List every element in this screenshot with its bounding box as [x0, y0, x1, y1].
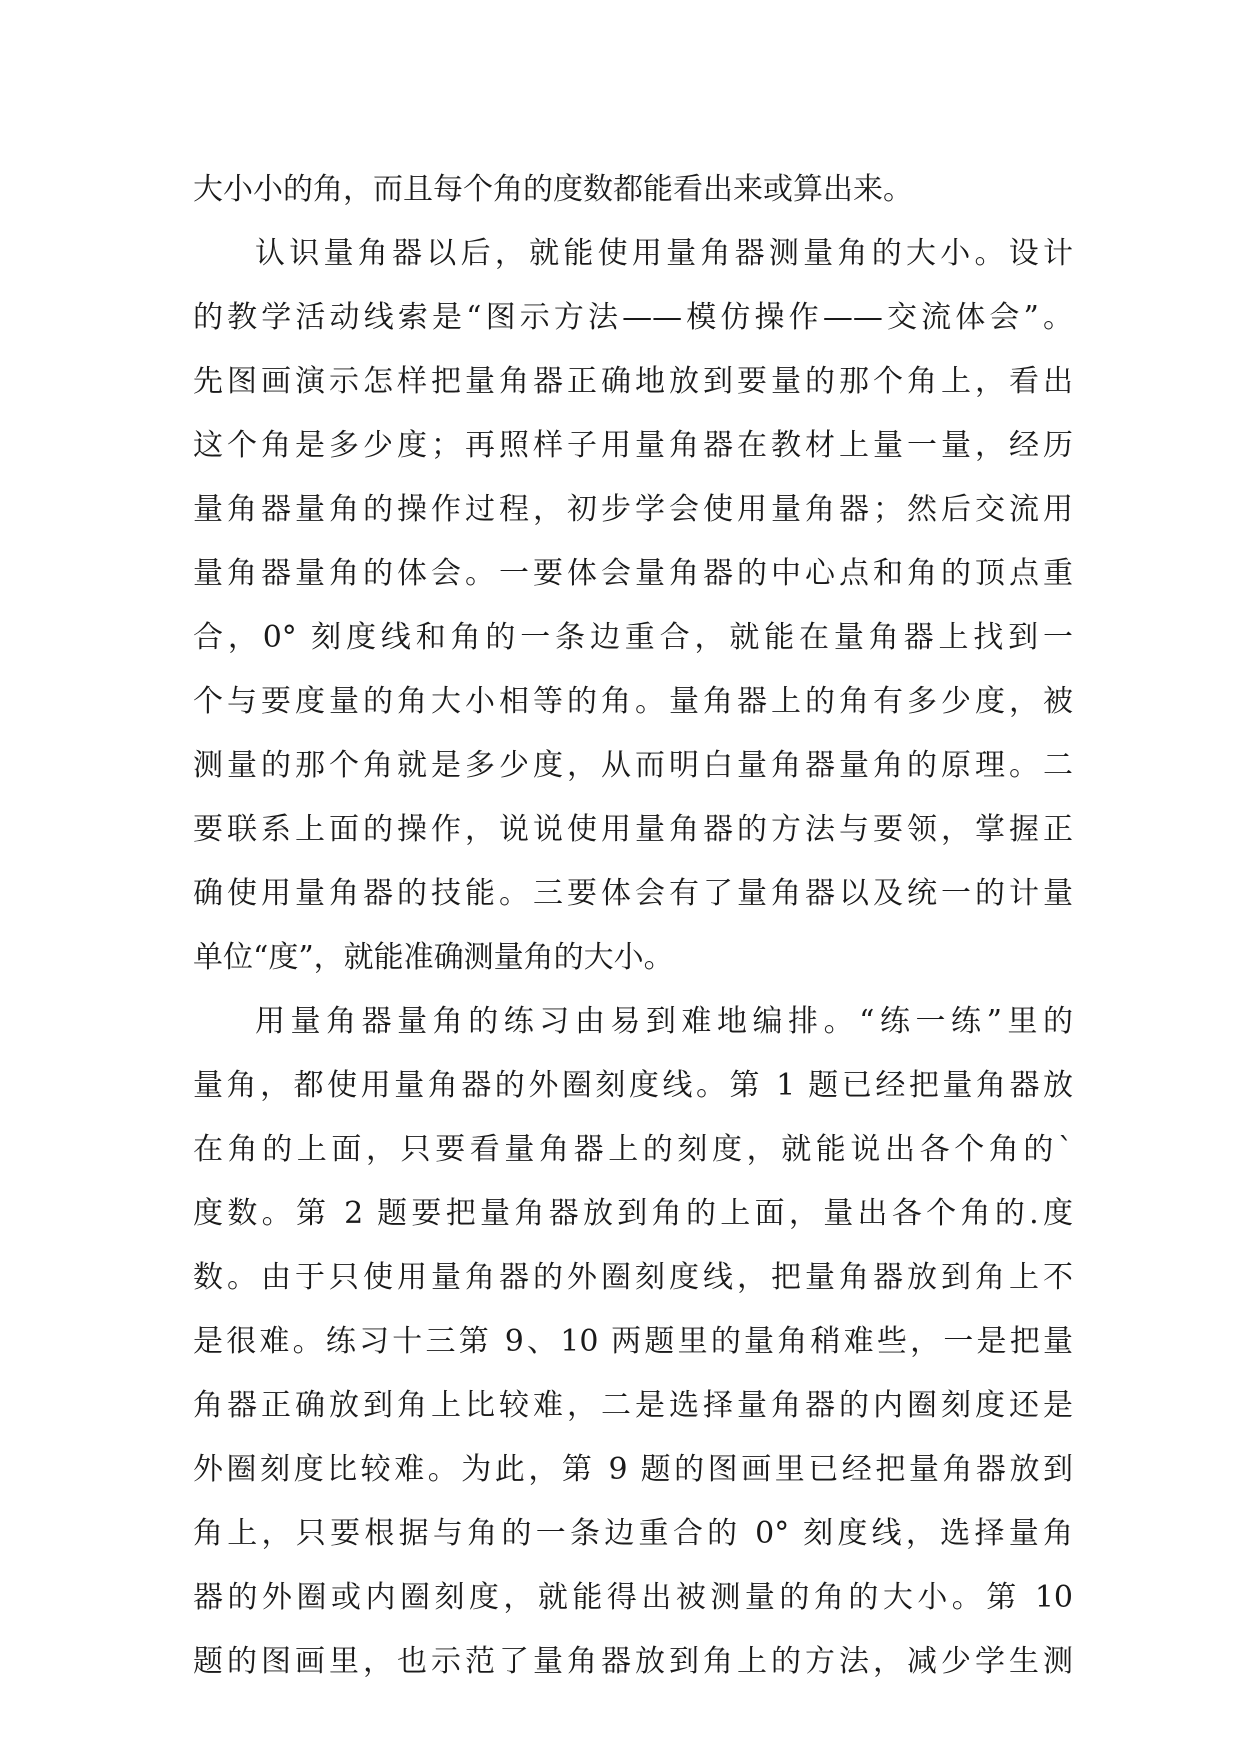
text-line: 是很难。练习十三第 9、10 两题里的量角稍难些，一是把量 — [193, 1324, 1073, 1359]
text-line: 在角的上面，只要看量角器上的刻度，就能说出各个角的` — [193, 1132, 1073, 1167]
text-line: 角上，只要根据与角的一条边重合的 0° 刻度线，选择量角 — [193, 1516, 1073, 1551]
text-line: 这个角是多少度；再照样子用量角器在教材上量一量，经历 — [193, 428, 1073, 463]
text-line: 个与要度量的角大小相等的角。量角器上的角有多少度，被 — [193, 684, 1073, 719]
text-line: 角器正确放到角上比较难，二是选择量角器的内圈刻度还是 — [193, 1388, 1073, 1423]
text-line: 度数。第 2 题要把量角器放到角的上面，量出各个角的.度 — [193, 1196, 1073, 1231]
text-line: 数。由于只使用量角器的外圈刻度线，把量角器放到角上不 — [193, 1260, 1073, 1295]
text-line: 量角器量角的操作过程，初步学会使用量角器；然后交流用 — [193, 492, 1073, 527]
text-line: 先图画演示怎样把量角器正确地放到要量的那个角上，看出 — [193, 364, 1073, 399]
paragraph-start-line: 认识量角器以后，就能使用量角器测量角的大小。设计 — [255, 236, 1073, 271]
text-line: 测量的那个角就是多少度，从而明白量角器量角的原理。二 — [193, 748, 1073, 783]
text-line: 的教学活动线索是“图示方法——模仿操作——交流体会”。 — [193, 300, 1073, 335]
body-text — [193, 158, 1073, 1694]
text-line: 确使用量角器的技能。三要体会有了量角器以及统一的计量 — [193, 876, 1073, 911]
text-line: 器的外圈或内圈刻度，就能得出被测量的角的大小。第 10 — [193, 1580, 1073, 1615]
text-line: 量角器量角的体会。一要体会量角器的中心点和角的顶点重 — [193, 556, 1073, 591]
text-line: 外圈刻度比较难。为此，第 9 题的图画里已经把量角器放到 — [193, 1452, 1073, 1487]
text-line: 大小小的角，而且每个角的度数都能看出来或算出来。 — [193, 172, 913, 207]
text-line: 要联系上面的操作，说说使用量角器的方法与要领，掌握正 — [193, 812, 1073, 847]
text-line: 题的图画里，也示范了量角器放到角上的方法，减少学生测 — [193, 1644, 1073, 1679]
text-line: 量角，都使用量角器的外圈刻度线。第 1 题已经把量角器放 — [193, 1068, 1073, 1103]
paragraph-start-line: 用量角器量角的练习由易到难地编排。“练一练”里的 — [255, 1004, 1073, 1039]
paragraph-end-line: 单位“度”，就能准确测量角的大小。 — [193, 940, 674, 975]
text-line: 合，0° 刻度线和角的一条边重合，就能在量角器上找到一 — [193, 620, 1073, 655]
